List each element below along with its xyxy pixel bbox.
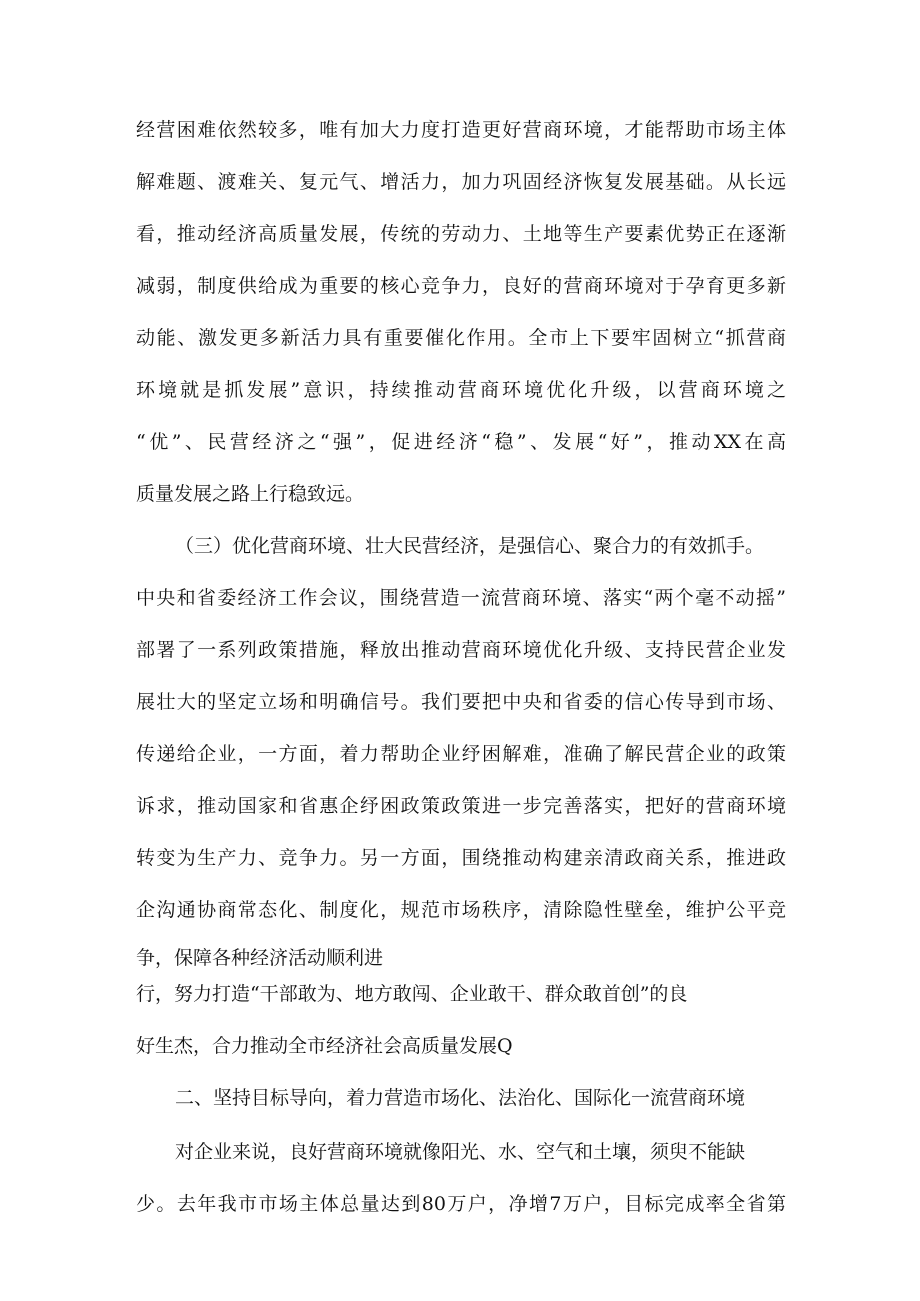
text-line: 部署了一系列政策措施，释放出推动营商环境优化升级、支持民营企业发 (136, 639, 786, 661)
text-line: 行，努力打造“干部敢为、地方敢闯、企业敢干、群众敢首创”的良 (136, 983, 688, 1005)
text-line: 展壮大的坚定立场和明确信号。我们要把中央和省委的信心传导到市场、 (136, 691, 786, 713)
text-line: 减弱，制度供给成为重要的核心竞争力，良好的营商环境对于孕育更多新 (136, 275, 786, 297)
section-heading: （三）优化营商环境、壮大民营经济，是强信心、聚合力的有效抓手。 (175, 535, 765, 557)
text-line: 解难题、渡难关、复元气、增活力，加力巩固经济恢复发展基础。从长远 (136, 171, 786, 193)
text-line: 质量发展之路上行稳致远。 (136, 483, 365, 505)
text-line: 对企业来说，良好营商环境就像阳光、水、空气和土壤，须臾不能缺 (175, 1141, 746, 1163)
text-line: 企沟通协商常态化、制度化，规范市场秩序，清除隐性壁垒，维护公平竞 (136, 899, 786, 921)
text-line: 看，推动经济高质量发展，传统的劳动力、土地等生产要素优势正在逐渐 (136, 223, 786, 245)
chapter-heading: 二、坚持目标导向，着力营造市场化、法治化、国际化一流营商环境 (175, 1087, 746, 1109)
text-line: 争，保障各种经济活动顺利进 (136, 947, 384, 969)
text-line: 转变为生产力、竞争力。另一方面，围绕推动构建亲清政商关系，推进政 (136, 847, 786, 869)
text-line: 经营困难依然较多，唯有加大力度打造更好营商环境，才能帮助市场主体 (136, 119, 786, 141)
text-line: 环境就是抓发展”意识，持续推动营商环境优化升级，以营商环境之 (136, 379, 786, 401)
text-line: “优”、民营经济之“强”，促进经济“稳”、发展“好”，推动XX在高 (136, 431, 786, 453)
text-line: 动能、激发更多新活力具有重要催化作用。全市上下要牢固树立“抓营商 (136, 327, 786, 349)
text-line: 中央和省委经济工作会议，围绕营造一流营商环境、落实“两个毫不动摇” (136, 587, 786, 609)
text-line: 传递给企业，一方面，着力帮助企业纾困解难，准确了解民营企业的政策 (136, 743, 786, 765)
text-line: 好生杰，合力推动全市经济社会高质量发展Q (136, 1035, 513, 1057)
text-line: 少。去年我市市场主体总量达到80万户，净增7万户，目标完成率全省第 (136, 1193, 786, 1215)
text-line: 诉求，推动国家和省惠企纾困政策政策进一步完善落实，把好的营商环境 (136, 795, 786, 817)
